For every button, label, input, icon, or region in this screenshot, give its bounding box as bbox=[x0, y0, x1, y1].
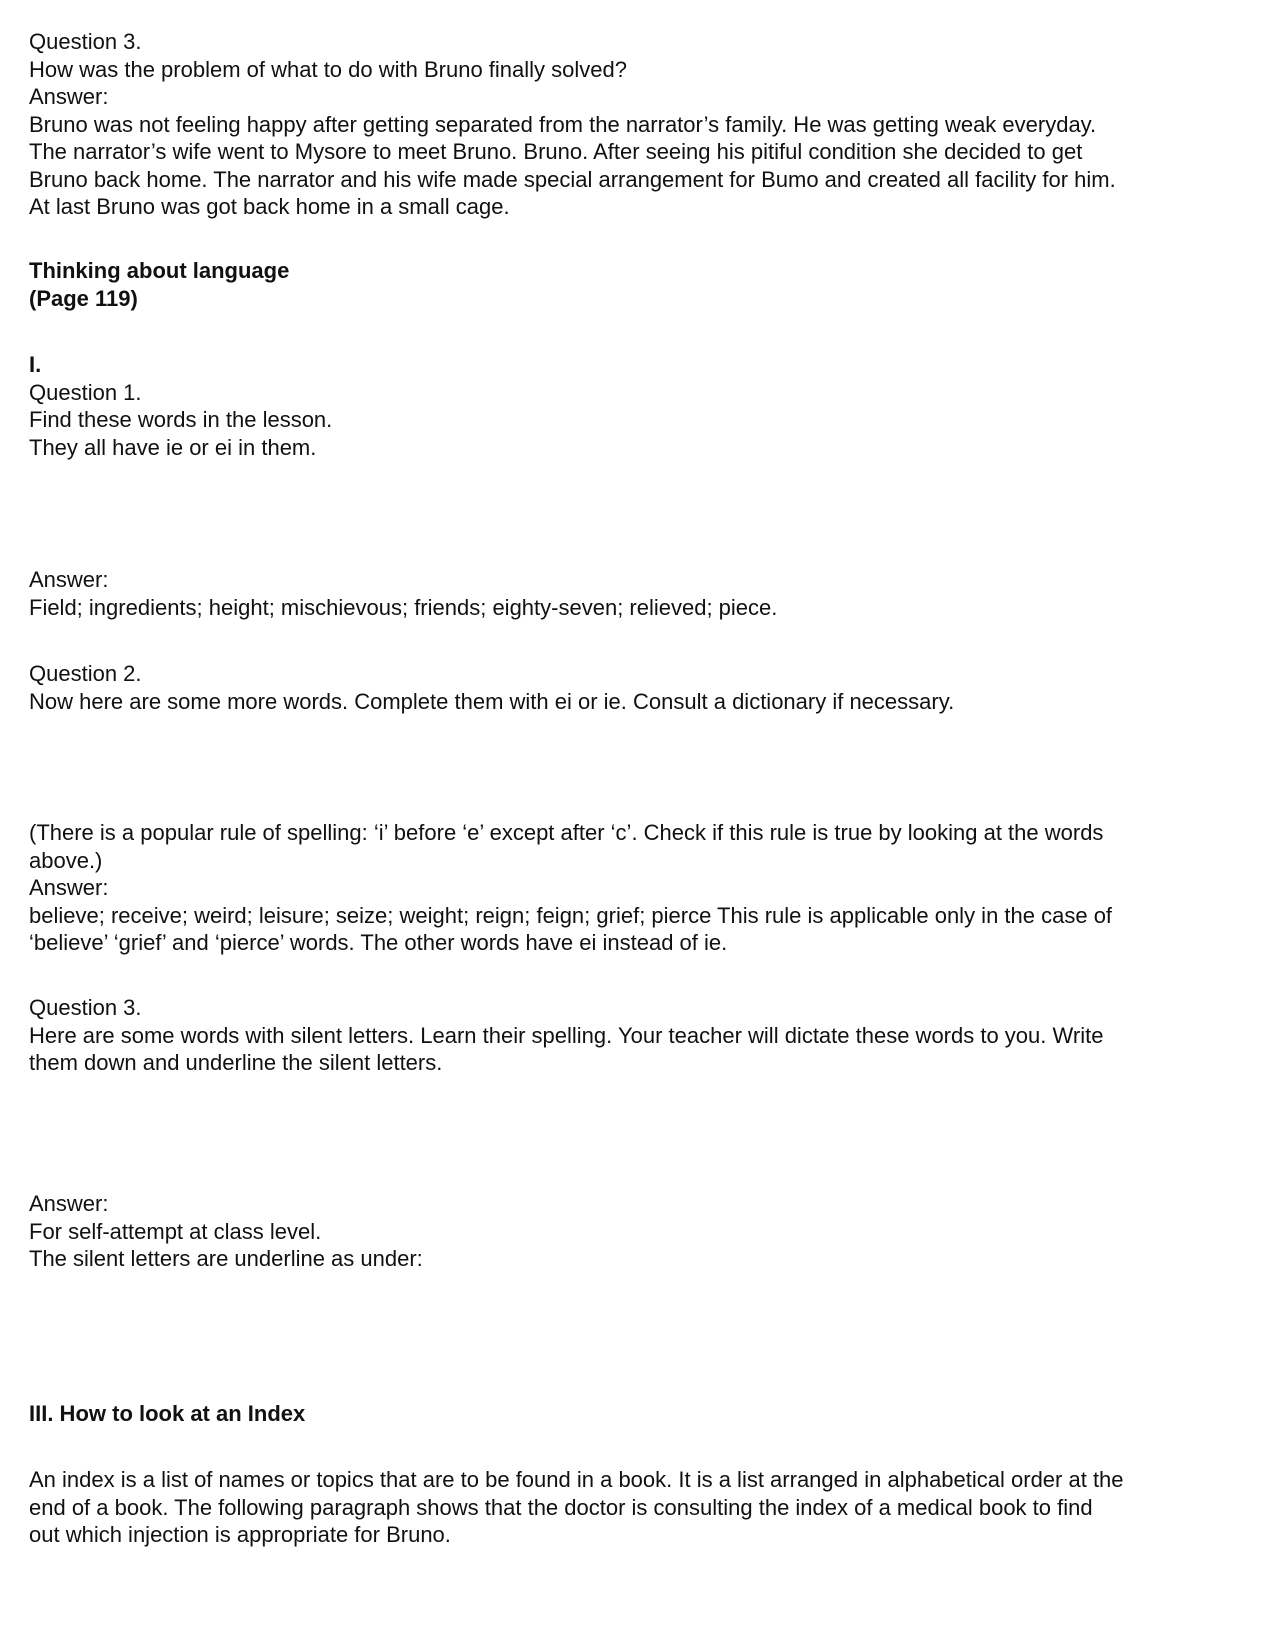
q3-answer bbox=[29, 1190, 1259, 1273]
note-line: above.) bbox=[29, 847, 103, 873]
answer-label: Answer: bbox=[29, 84, 109, 109]
question-label: Question 3. bbox=[29, 995, 142, 1020]
heading-line: III. How to look at an Index bbox=[29, 1401, 306, 1426]
question-text: Now here are some more words. Complete them with ei or ie. Consult a dictionary if necessary. bbox=[29, 688, 955, 714]
heading-page: (Page 119) bbox=[29, 285, 138, 311]
question-text: Find these words in the lesson. bbox=[29, 407, 333, 432]
answer-line: ‘believe’ ‘grief’ and ‘pierce’ words. The other words have ei instead of ie. bbox=[29, 930, 728, 955]
question-label: Question 3. bbox=[29, 29, 142, 54]
paragraph-line: out which injection is appropriate for Bruno. bbox=[29, 1522, 451, 1547]
answer-line: At last Bruno was got back home in a small cage. bbox=[29, 194, 510, 219]
answer-label: Answer: bbox=[29, 567, 109, 592]
section-heading-language bbox=[29, 257, 1259, 312]
section-iii-heading bbox=[29, 1400, 1259, 1428]
section-i-q2 bbox=[29, 660, 1259, 715]
section-i-q1 bbox=[29, 351, 1259, 461]
answer-line: Bruno back home. The narrator and his wife made special arrangement for Bumo and created all facility for him. bbox=[29, 166, 1116, 192]
question-text: them down and underline the silent letters. bbox=[29, 1050, 443, 1075]
q1-answer bbox=[29, 566, 1259, 621]
heading-line: Thinking about language bbox=[29, 258, 290, 283]
question-3-block bbox=[29, 28, 1259, 221]
answer-label: Answer: bbox=[29, 1191, 109, 1216]
paragraph-line: An index is a list of names or topics that are to be found in a book. It is a list arranged in alphabetical order at the bbox=[29, 1467, 1124, 1492]
answer-line: For self-attempt at class level. bbox=[29, 1218, 322, 1244]
paragraph-line: end of a book. The following paragraph shows that the doctor is consulting the index of a medical book to find bbox=[29, 1494, 1093, 1520]
section-i-q3 bbox=[29, 994, 1259, 1077]
answer-line: believe; receive; weird; leisure; seize; weight; reign; feign; grief; pierce This rule is applicable only in the case of bbox=[29, 902, 1113, 928]
question-text: They all have ie or ei in them. bbox=[29, 434, 317, 460]
answer-line: Bruno was not feeling happy after getting separated from the narrator’s family. He was getting weak everyday. bbox=[29, 111, 1097, 137]
question-label: Question 1. bbox=[29, 379, 142, 405]
section-label: I. bbox=[29, 352, 42, 377]
question-text: How was the problem of what to do with Bruno finally solved? bbox=[29, 56, 627, 82]
answer-text: Field; ingredients; height; mischievous; friends; eighty-seven; relieved; piece. bbox=[29, 594, 778, 620]
q2-note-answer bbox=[29, 819, 1259, 957]
answer-line: The silent letters are underline as under: bbox=[29, 1246, 423, 1271]
note-line: (There is a popular rule of spelling: ‘i’ before ‘e’ except after ‘c’. Check if this rule is true by looking at the words bbox=[29, 820, 1104, 845]
answer-line: The narrator’s wife went to Mysore to meet Bruno. Bruno. After seeing his pitiful condition she decided to get bbox=[29, 139, 1083, 164]
section-iii-paragraph bbox=[29, 1466, 1259, 1549]
question-text: Here are some words with silent letters. Learn their spelling. Your teacher will dictate these words to you. Write bbox=[29, 1022, 1104, 1048]
question-label: Question 2. bbox=[29, 661, 142, 686]
answer-label: Answer: bbox=[29, 875, 109, 900]
